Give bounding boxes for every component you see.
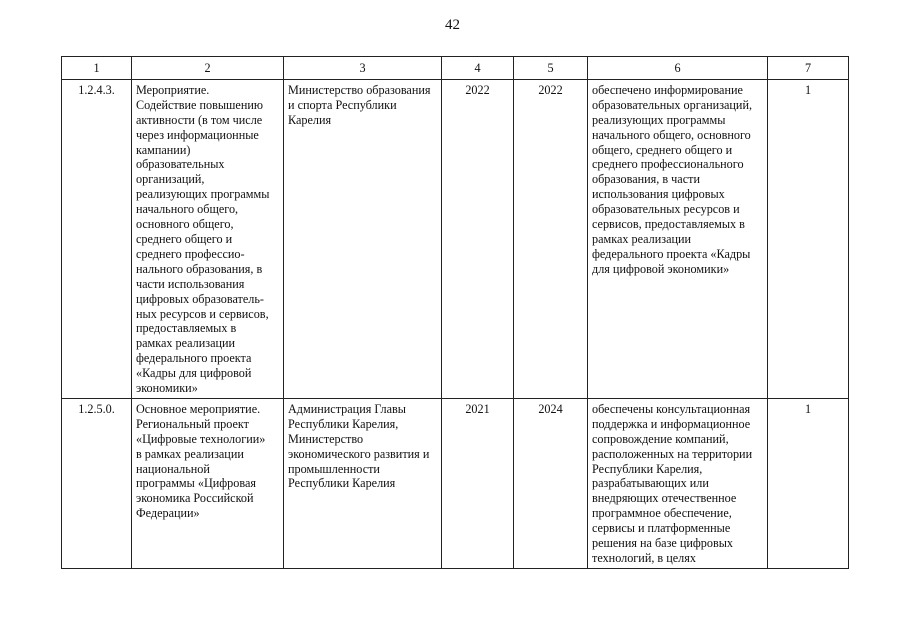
event-name: Мероприятие. Содействие повышению активности (в том числе через информационные кампании) образовательных организаций, реализующих программы начального общего, основного общего, среднего общего и среднего профессио- нального образования, в части использования цифровых образователь- ных ресурсов и сервисов, предоставляемых в рамках реализации федерального проекта «Кадры для цифровой экономики» — [132, 79, 284, 398]
executor: Министерство образования и спорта Республики Карелия — [284, 79, 442, 398]
column-header: 3 — [284, 57, 442, 80]
column-header: 5 — [514, 57, 588, 80]
table-row — [62, 79, 849, 398]
expected-result: обеспечены консультационная поддержка и информационное сопровождение компаний, расположенных на территории Республики Карелия, разрабатывающих или внедряющих отечественное программное обеспечение, сервисы и платформенные решения на базе цифровых технологий, в целях — [588, 398, 768, 568]
row-code: 1.2.5.0. — [62, 398, 132, 568]
end-year: 2024 — [514, 398, 588, 568]
start-year: 2021 — [442, 398, 514, 568]
plan-table — [61, 56, 849, 569]
column-header: 1 — [62, 57, 132, 80]
start-year: 2022 — [442, 79, 514, 398]
column-header: 2 — [132, 57, 284, 80]
column-header: 6 — [588, 57, 768, 80]
page-number: 42 — [445, 17, 460, 33]
expected-result: обеспечено информирование образовательных организаций, реализующих программы начального общего, основного общего, среднего общего и среднего профессионального образования, в части использования цифровых образовательных ресурсов и сервисов, предоставляемых в рамках реализации федерального проекта «Кадры для цифровой экономики» — [588, 79, 768, 398]
column-header: 4 — [442, 57, 514, 80]
end-year: 2022 — [514, 79, 588, 398]
header-row — [62, 57, 849, 80]
row-code: 1.2.4.3. — [62, 79, 132, 398]
column-header: 7 — [768, 57, 849, 80]
table-row — [62, 398, 849, 568]
executor: Администрация Главы Республики Карелия, Министерство экономического развития и промышленности Республики Карелия — [284, 398, 442, 568]
indicator: 1 — [768, 79, 849, 398]
indicator: 1 — [768, 398, 849, 568]
event-name: Основное мероприятие. Региональный проект «Цифровые технологии» в рамках реализации национальной программы «Цифровая экономика Российской Федерации» — [132, 398, 284, 568]
